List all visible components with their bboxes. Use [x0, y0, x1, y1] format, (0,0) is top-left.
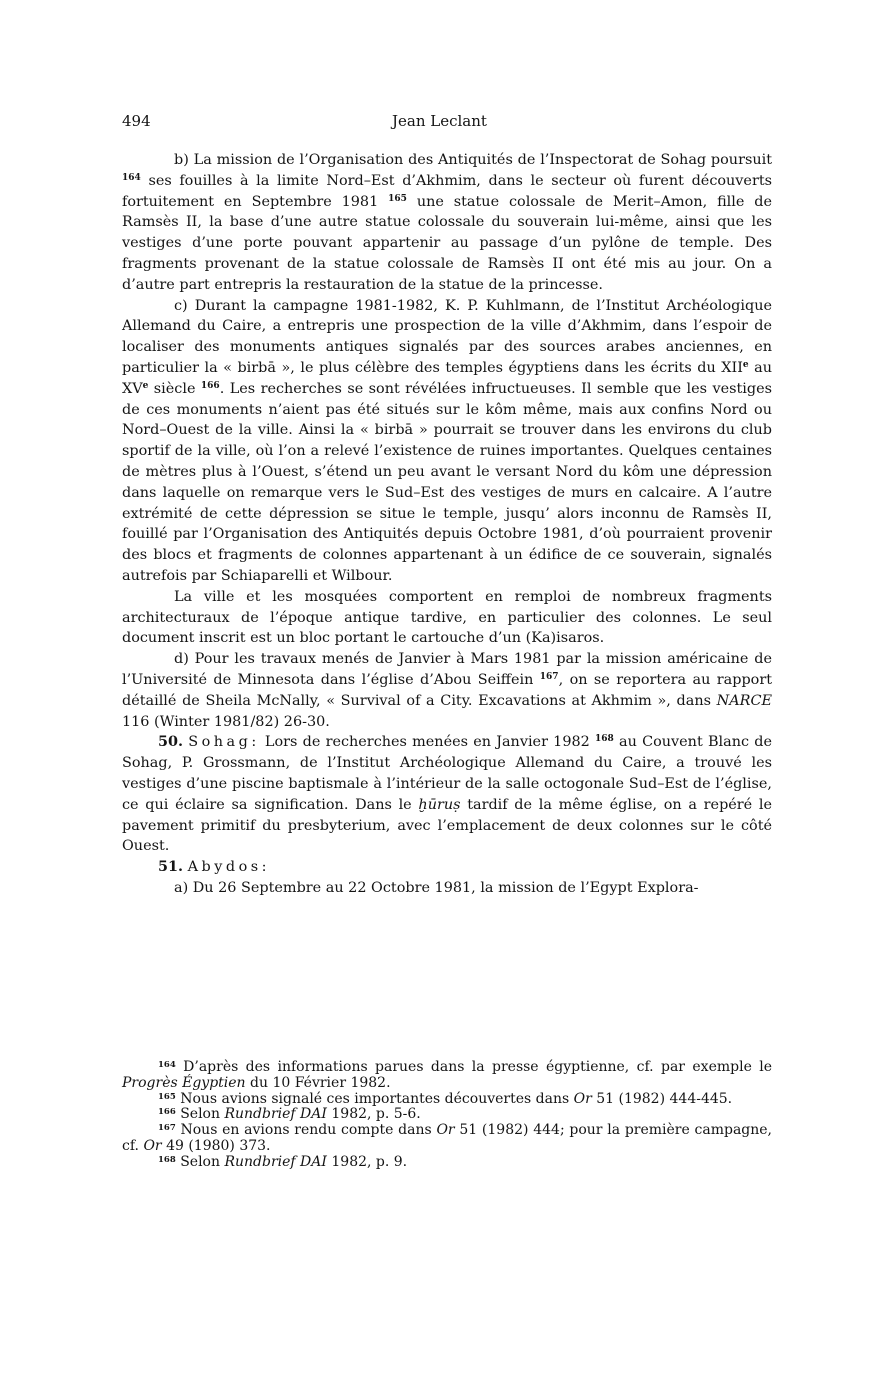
footnote-ref: 166 [200, 380, 220, 391]
footnote: $^{164}$ D’après des informations parues dans la presse égyptienne, cf. par exemple le Progrès Égyptien du 10 Février 1982. [122, 1059, 772, 1091]
page [122, 112, 772, 899]
paragraph-b: b) La mission de l’Organisation des Antiquités de l’Inspectorat de Sohag poursuit $^{164}$ ses fouilles à la limite Nord–Est d’Akhmim, dans le secteur où furent découverts fortuitement en Septembre 1981 $^{165}$ une statue colossale de Merit–Amon, fille de Ramsès II, la base d’une autre statue colossale du souverain lui-même, ainsi que les vestiges d’une porte pouvant appartenir au passage d’un pylône de temple. Des fragments provenant de la statue colossale de Ramsès II ont été mis au jour. On a d’autre part entrepris la restauration de la statue de la princesse. [122, 152, 772, 293]
page-number: 494 [122, 112, 151, 130]
section-50: 50. Sohag: Lors de recherches menées en Janvier 1982 $^{168}$ au Couvent Blanc de Sohag, P. Grossmann, de l’Institut Archéologique Allemand du Caire, a trouvé les vestiges d’une piscine baptismale à l’intérieur de la salle octogonale Sud–Est de l’église, ce qui éclaire sa signification. Dans le ḫūruṣ tardif de la même église, on a repéré le pavement primitif du presbyterium, avec l’emplacement de deux colonnes sur le côté Ouest. [122, 733, 773, 855]
section-51 [122, 857, 772, 878]
footnotes [122, 1060, 772, 1171]
footnote-ref: 168 [595, 734, 614, 745]
footnote-ref: 164 [122, 172, 141, 183]
paragraph-ville: La ville et les mosquées comportent en remploi de nombreux fragments architecturaux de l’époque antique tardive, en particulier des colonnes. Le seul document inscrit est un bloc portant le cartouche d’un (Ka)isaros. [122, 588, 772, 647]
superscript: e [742, 359, 749, 370]
section-place: Abydos: [187, 859, 270, 876]
superscript: e [142, 380, 149, 391]
paragraph-c: c) Durant la campagne 1981-1982, K. P. Kuhlmann, de l’Institut Archéologique Allemand du Caire, a entrepris une prospection de la ville d’Akhmim, dans l’espoir de localiser des monuments antiques signalés par des sources arabes anciennes, en particulier la « birbā », le plus célèbre des temples égyptiens dans les écrits du XIIe au XVe siècle $^{166}$. Les recherches se sont révélées infructueuses. Il semble que les vestiges de ces monuments n’aient pas été situés sur le kôm même, mais aux confins Nord ou Nord–Ouest de la ville. Ainsi la « birbā » pourrait se trouver dans les environs du club sportif de la ville, où l’on a relevé l’existence de ruines importantes. Quelques centaines de mètres plus à l’Ouest, s’étend un peu avant le versant Nord du kôm une dépression dans laquelle on remarque vers le Sud–Est des vestiges de murs en calcaire. A l’autre extrémité de cette dépression se situe le temple, jusqu’ alors inconnu de Ramsès II, fouillé par l’Organisation des Antiquités depuis Octobre 1981, d’où pourraient provenir des blocs et fragments de colonnes appartenant à un édifice de ce souverain, signalés autrefois par Schiaparelli et Wilbour. [122, 297, 773, 584]
running-head [122, 112, 772, 136]
section-number: 51. [158, 858, 184, 876]
footnote: $^{165}$ Nous avions signalé ces importantes découvertes dans Or 51 (1982) 444-445. [158, 1090, 733, 1107]
paragraph-a: a) Du 26 Septembre au 22 Octobre 1981, la mission de l’Egypt Explora- [174, 879, 699, 896]
body-text [122, 150, 772, 899]
footnote-ref: 165 [388, 193, 407, 204]
footnote: $^{166}$ Selon Rundbrief DAI 1982, p. 5-6. [158, 1106, 421, 1123]
footnote: $^{168}$ Selon Rundbrief DAI 1982, p. 9. [158, 1153, 408, 1170]
paragraph-d: d) Pour les travaux menés de Janvier à Mars 1981 par la mission américaine de l’Université de Minnesota dans l’église d’Abou Seiffein $^{167}$, on se reportera au rapport détaillé de Sheila McNally, « Survival of a City. Excavations at Akhmim », dans NARCE 116 (Winter 1981/82) 26-30. [122, 651, 773, 730]
running-head-author: Jean Leclant [392, 112, 487, 130]
section-place: Sohag: [188, 734, 260, 751]
section-number: 50. [158, 733, 184, 751]
footnote-ref: 167 [539, 671, 559, 682]
footnote: $^{167}$ Nous en avions rendu compte dans Or 51 (1982) 444; pour la première campagne, cf. Or 49 (1980) 373. [122, 1122, 773, 1154]
